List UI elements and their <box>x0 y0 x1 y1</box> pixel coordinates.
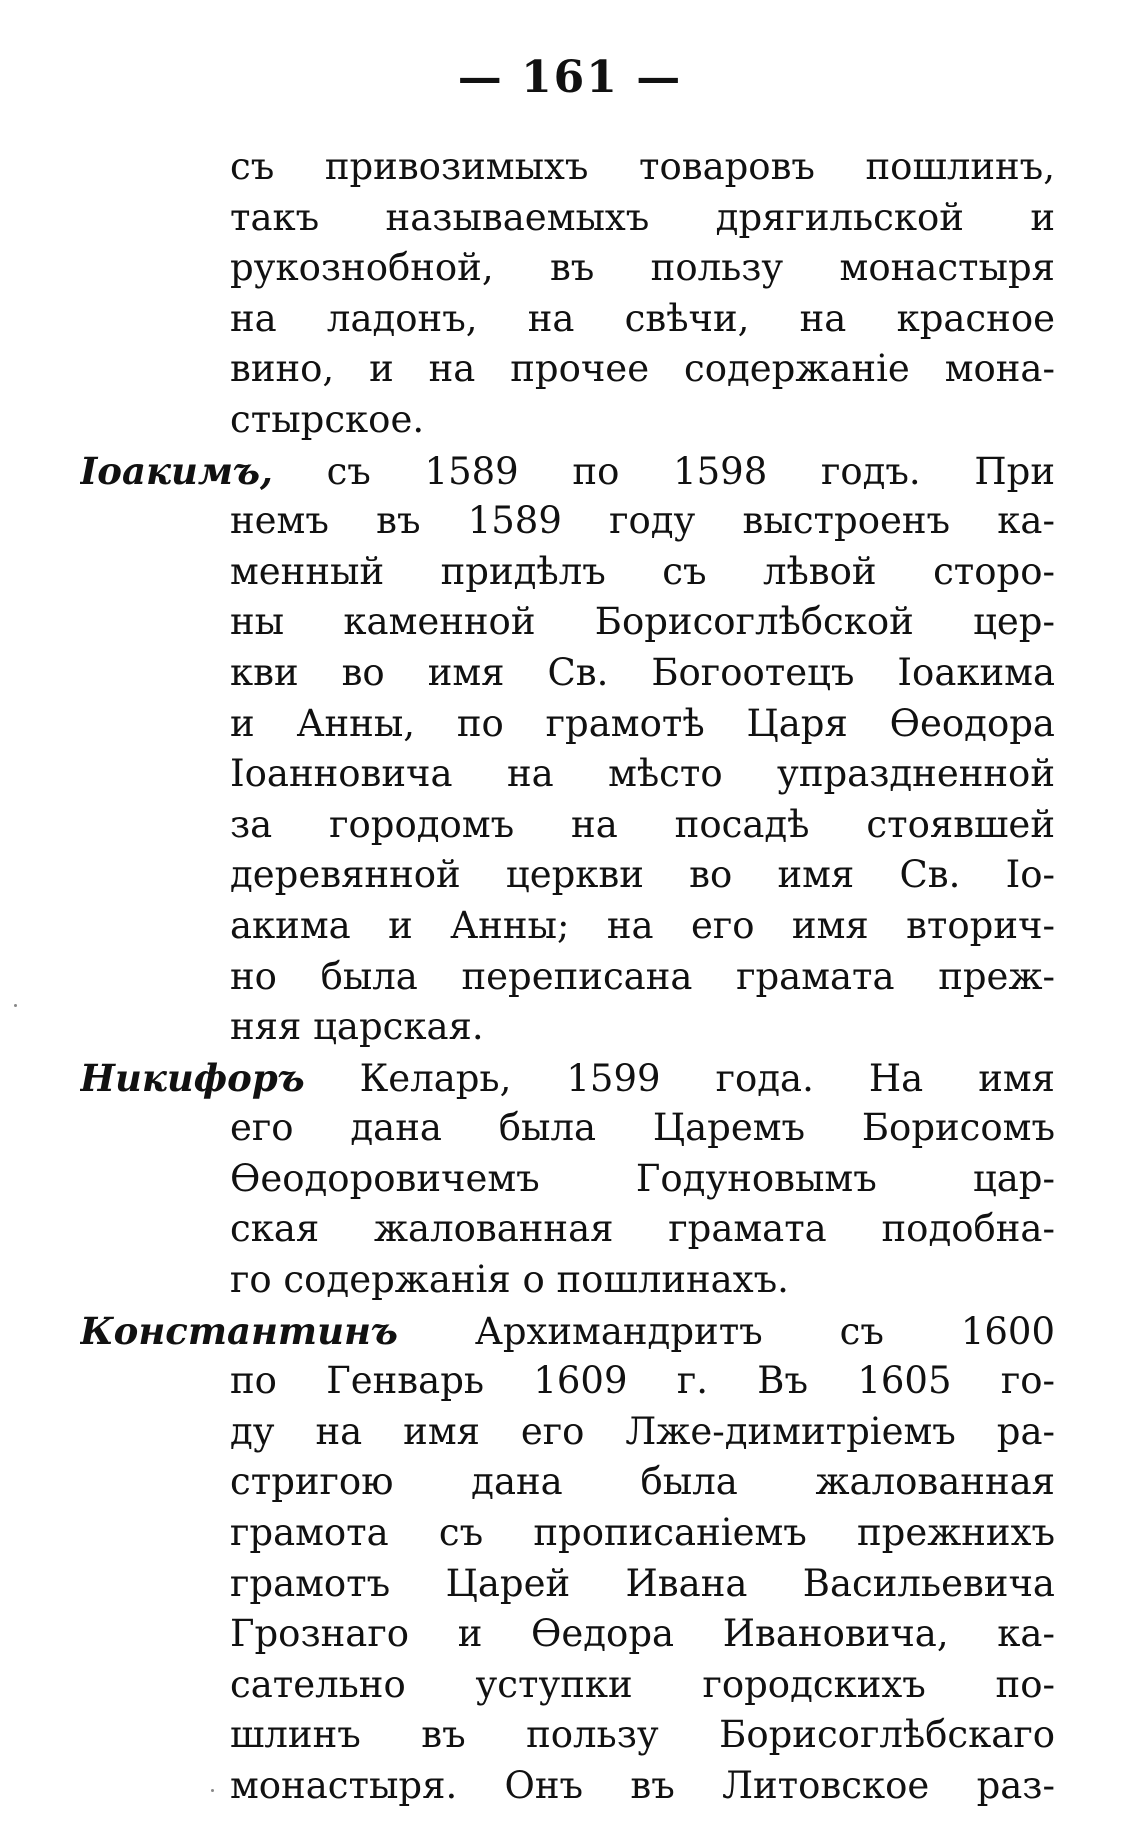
text-line: и Анны, по грамотѣ Царя Ѳеодора <box>230 701 1055 745</box>
entry-text: Келарь, 1599 года. На имя <box>359 1056 1055 1100</box>
text-line: акима и Анны; на его имя вторич- <box>230 903 1055 947</box>
text-line: го содержанія о пошлинахъ. <box>230 1258 789 1302</box>
scan-speck <box>14 1004 17 1007</box>
entry-heading-line <box>80 1053 1055 1104</box>
text-line: съ привозимыхъ товаровъ пошлинъ, <box>230 145 1055 188</box>
entry-heading-line <box>80 446 1055 497</box>
page-number: — 161 — <box>457 52 683 103</box>
text-line: вино, и на прочее содержаніе мона- <box>230 347 1055 391</box>
text-line: Іоанновича на мѣсто упраздненной <box>230 752 1055 796</box>
text-line: менный придѣлъ съ лѣвой сторо- <box>230 549 1055 593</box>
text-line: ду на имя его Лже-димитріемъ ра- <box>230 1409 1055 1453</box>
text-line: Грознаго и Ѳедора Ивановича, ка- <box>230 1612 1055 1656</box>
text-line: ны каменной Борисоглѣбской цер- <box>230 600 1055 644</box>
text-line: грамота съ прописаніемъ прежнихъ <box>230 1511 1055 1555</box>
text-line: стригою дана была жалованная <box>230 1460 1055 1504</box>
text-line: няя царская. <box>230 1005 484 1049</box>
text-line: кви во имя Св. Богоотецъ Іоакима <box>230 650 1055 694</box>
text-line: сательно уступки городскихъ по- <box>230 1662 1055 1706</box>
entry-name: Константинъ <box>80 1308 398 1353</box>
scan-speck <box>211 1789 214 1792</box>
text-line: немъ въ 1589 году выстроенъ ка- <box>230 499 1055 543</box>
text-line: стырское. <box>230 397 425 441</box>
entry-name: Іоакимъ, <box>80 448 273 493</box>
text-line: ская жалованная грамата подобна- <box>230 1207 1055 1251</box>
text-line: на ладонъ, на свѣчи, на красное <box>230 296 1055 340</box>
text-line: по Генварь 1609 г. Въ 1605 го- <box>230 1359 1055 1403</box>
entry-heading-line <box>80 1306 1055 1357</box>
body-text <box>80 142 1055 1812</box>
entry-text: съ 1589 по 1598 годъ. При <box>326 449 1055 493</box>
text-line: грамотъ Царей Ивана Васильевича <box>230 1561 1055 1605</box>
entry-name: Никифоръ <box>80 1055 305 1100</box>
text-line: монастыря. Онъ въ Литовское раз- <box>230 1764 1055 1807</box>
text-line: за городомъ на посадѣ стоявшей <box>230 802 1055 846</box>
text-line: такъ называемыхъ дрягильской и <box>230 195 1055 239</box>
text-line: его дана была Царемъ Борисомъ <box>230 1106 1055 1150</box>
text-line: деревянной церкви во имя Св. Іо- <box>230 853 1055 897</box>
text-line: Ѳеодоровичемъ Годуновымъ цар- <box>230 1156 1055 1200</box>
text-line: рукознобной, въ пользу монастыря <box>230 246 1055 290</box>
entry-text: Архимандритъ съ 1600 <box>474 1309 1055 1353</box>
text-line: шлинъ въ пользу Борисоглѣбскаго <box>230 1713 1055 1757</box>
text-line: но была переписана грамата преж- <box>230 954 1055 998</box>
